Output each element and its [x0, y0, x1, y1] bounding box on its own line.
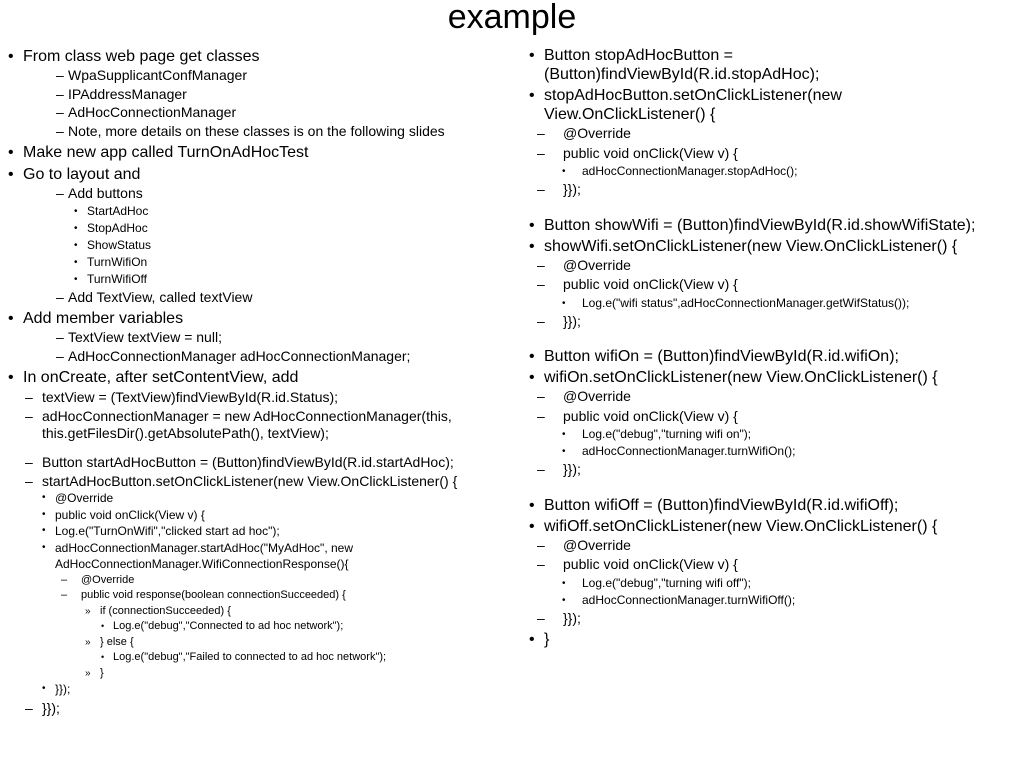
- bullet-line: [8, 66, 508, 85]
- bullet-marker: –: [537, 609, 545, 626]
- bullet-text: @Override: [81, 573, 135, 586]
- bullet-line: [8, 309, 508, 328]
- bullet-marker: •: [42, 683, 46, 694]
- bullet-line: [8, 700, 508, 717]
- bullet-marker: •: [529, 517, 535, 535]
- bullet-line: [529, 387, 1021, 407]
- bullet-line: [529, 163, 1021, 180]
- bullet-marker: –: [56, 288, 64, 305]
- bullet-text: TurnWifiOn: [87, 254, 148, 269]
- bullet-line: [8, 288, 508, 307]
- bullet-line: [529, 609, 1021, 629]
- bullet-text: Log.e("TurnOnWifi","clicked start ad hoc");: [55, 524, 280, 538]
- bullet-line: [8, 122, 508, 141]
- bullet-text: stopAdHocButton.setOnClickListener(new: [544, 87, 842, 104]
- bullet-line: [8, 425, 508, 442]
- bullet-marker: –: [25, 699, 33, 716]
- bullet-text: Button stopAdHocButton =: [544, 47, 734, 64]
- bullet-marker: •: [562, 166, 566, 177]
- bullet-line: [529, 237, 1021, 256]
- bullet-marker: –: [537, 388, 545, 404]
- bullet-text: Add TextView, called textView: [68, 288, 253, 305]
- bullet-text: ShowStatus: [87, 237, 152, 252]
- bullet-line: [8, 47, 508, 66]
- bullet-marker: •: [562, 429, 566, 440]
- bullet-marker: •: [529, 631, 535, 648]
- bullet-marker: –: [56, 347, 64, 364]
- bullet-marker: –: [56, 122, 64, 139]
- bullet-line: [529, 312, 1021, 332]
- bullet-marker: –: [61, 589, 68, 601]
- spacer: [529, 480, 1021, 494]
- bullet-line: [8, 85, 508, 104]
- bullet-text: }});: [55, 682, 71, 696]
- bullet-line: [529, 295, 1021, 312]
- bullet-text: public void onClick(View v) {: [55, 507, 205, 522]
- bullet-text: WpaSupplicantConfManager: [68, 67, 247, 83]
- bullet-marker: •: [74, 239, 78, 251]
- bullet-line: [529, 256, 1021, 276]
- bullet-text: Make new app called TurnOnAdHocTest: [23, 144, 309, 161]
- bullet-line: [8, 588, 508, 604]
- bullet-text: Add member variables: [23, 310, 184, 327]
- bullet-line: [529, 592, 1021, 609]
- bullet-text: Add buttons: [68, 185, 143, 201]
- bullet-marker: •: [42, 508, 46, 520]
- bullet-line: [8, 220, 508, 237]
- bullet-text: StopAdHoc: [87, 220, 148, 235]
- bullet-line: [529, 575, 1021, 592]
- bullet-text: }: [100, 666, 104, 679]
- bullet-text: StartAdHoc: [87, 203, 149, 218]
- bullet-marker: –: [537, 536, 545, 553]
- bullet-line: [529, 65, 1021, 84]
- bullet-text: adHocConnectionManager.startAdHoc("MyAdHoc", new: [55, 540, 353, 555]
- bullet-marker: •: [562, 594, 566, 606]
- bullet-text: @Override: [55, 491, 114, 505]
- bullet-line: [8, 237, 508, 254]
- bullet-marker: •: [8, 369, 14, 386]
- bullet-line: [8, 540, 508, 557]
- bullet-marker: »: [85, 667, 91, 679]
- bullet-line: [529, 46, 1021, 65]
- bullet-line: [8, 473, 508, 490]
- bullet-marker: •: [8, 310, 14, 327]
- bullet-line: [8, 203, 508, 220]
- bullet-marker: –: [56, 329, 64, 345]
- bullet-text: In onCreate, after setContentView, add: [23, 369, 299, 386]
- bullet-line: [529, 630, 1021, 649]
- bullet-line: [8, 254, 508, 271]
- bullet-marker: –: [56, 185, 64, 201]
- bullet-line: [529, 407, 1021, 427]
- bullet-text: Log.e("debug","turning wifi off");: [582, 575, 751, 590]
- bullet-marker: •: [101, 621, 105, 631]
- bullet-text: AdHocConnectionManager: [68, 104, 237, 120]
- bullet-line: [529, 105, 1021, 124]
- bullet-text: @Override: [563, 125, 631, 141]
- bullet-marker: »: [85, 605, 91, 617]
- bullet-text: (Button)findViewById(R.id.stopAdHoc);: [544, 66, 820, 83]
- bullet-line: [8, 389, 508, 406]
- bullet-marker: •: [74, 222, 78, 234]
- bullet-text: View.OnClickListener() {: [544, 106, 716, 123]
- bullet-marker: •: [529, 47, 535, 64]
- bullet-text: TurnWifiOff: [87, 271, 148, 286]
- bullet-text: Note, more details on these classes is on the following slides: [68, 122, 445, 139]
- bullet-line: [8, 619, 508, 635]
- bullet-text: startAdHocButton.setOnClickListener(new View.OnClickListener() {: [42, 473, 458, 489]
- bullet-marker: –: [537, 144, 545, 161]
- bullet-marker: •: [42, 492, 46, 503]
- bullet-line: [529, 368, 1021, 387]
- bullet-text: wifiOn.setOnClickListener(new View.OnClickListener() {: [544, 369, 938, 386]
- bullet-text: adHocConnectionManager.stopAdHoc();: [582, 164, 798, 178]
- bullet-line: [8, 328, 508, 347]
- bullet-line: [529, 426, 1021, 443]
- bullet-line: [529, 460, 1021, 480]
- bullet-marker: –: [537, 461, 545, 477]
- left-column: [8, 44, 508, 717]
- bullet-text: wifiOff.setOnClickListener(new View.OnClickListener() {: [544, 517, 938, 535]
- bullet-marker: •: [529, 237, 535, 255]
- bullet-line: [8, 165, 508, 184]
- bullet-line: [8, 573, 508, 589]
- bullet-text: }});: [563, 181, 581, 197]
- bullet-marker: –: [25, 389, 33, 405]
- bullet-marker: –: [537, 556, 545, 572]
- bullet-marker: »: [85, 636, 91, 648]
- bullet-text: adHocConnectionManager.turnWifiOn();: [582, 444, 796, 458]
- bullet-marker: •: [562, 577, 566, 589]
- bullet-line: [8, 507, 508, 524]
- bullet-text: Button wifiOn = (Button)findViewById(R.id.wifiOn);: [544, 348, 899, 365]
- bullet-marker: –: [537, 181, 545, 197]
- bullet-text: }});: [563, 312, 581, 329]
- bullet-text: adHocConnectionManager.turnWifiOff();: [582, 592, 796, 607]
- bullet-marker: –: [56, 67, 64, 83]
- bullet-text: @Override: [563, 256, 631, 273]
- bullet-marker: –: [537, 312, 545, 329]
- bullet-text: adHocConnectionManager = new AdHocConnectionManager(this,: [42, 408, 452, 424]
- bullet-line: [8, 650, 508, 666]
- bullet-marker: •: [74, 205, 78, 217]
- bullet-marker: –: [537, 256, 545, 273]
- bullet-text: showWifi.setOnClickListener(new View.OnClickListener() {: [544, 237, 958, 255]
- bullet-text: Log.e("wifi status",adHocConnectionManager.getWifStatus());: [582, 295, 910, 310]
- bullet-line: [8, 556, 508, 573]
- bullet-line: [529, 347, 1021, 366]
- bullet-text: From class web page get classes: [23, 48, 260, 65]
- bullet-text: Log.e("debug","Connected to ad hoc network");: [113, 620, 344, 632]
- bullet-line: [8, 666, 508, 682]
- bullet-text: }});: [563, 461, 581, 477]
- bullet-marker: –: [537, 125, 545, 141]
- bullet-marker: •: [529, 369, 535, 386]
- bullet-line: [529, 144, 1021, 164]
- bullet-marker: –: [56, 104, 64, 120]
- bullet-text: Log.e("debug","turning wifi on");: [582, 427, 752, 441]
- bullet-line: [529, 443, 1021, 460]
- bullet-marker: –: [56, 85, 64, 102]
- bullet-line: [8, 368, 508, 387]
- bullet-marker: •: [529, 348, 535, 365]
- bullet-marker: •: [42, 525, 46, 536]
- bullet-line: [529, 496, 1021, 515]
- bullet-line: [8, 143, 508, 162]
- bullet-marker: –: [61, 573, 68, 586]
- bullet-line: [8, 184, 508, 203]
- bullet-marker: •: [8, 48, 14, 65]
- bullet-line: [8, 103, 508, 122]
- bullet-line: [529, 86, 1021, 105]
- bullet-text: AdHocConnectionManager.WifiConnectionResponse(){: [55, 557, 349, 571]
- bullet-line: [8, 523, 508, 540]
- bullet-line: [8, 347, 508, 366]
- bullet-line: [529, 124, 1021, 144]
- bullet-text: Button wifiOff = (Button)findViewById(R.id.wifiOff);: [544, 496, 899, 514]
- bullet-line: [8, 681, 508, 698]
- bullet-text: } else {: [100, 635, 134, 648]
- bullet-line: [529, 536, 1021, 556]
- bullet-marker: •: [74, 273, 78, 285]
- bullet-marker: •: [529, 496, 535, 514]
- bullet-line: [529, 180, 1021, 200]
- bullet-line: [529, 517, 1021, 536]
- bullet-line: [8, 454, 508, 471]
- bullet-text: if (connectionSucceeded) {: [100, 604, 231, 617]
- bullet-line: [8, 635, 508, 651]
- bullet-marker: •: [529, 216, 535, 234]
- bullet-line: [529, 555, 1021, 575]
- bullet-line: [8, 271, 508, 288]
- bullet-marker: –: [25, 473, 33, 489]
- bullet-text: }});: [563, 609, 581, 626]
- bullet-marker: •: [562, 446, 566, 457]
- bullet-marker: •: [529, 87, 535, 104]
- spacer: [529, 331, 1021, 345]
- bullet-text: public void response(boolean connectionSucceeded) {: [81, 589, 346, 601]
- bullet-marker: –: [25, 408, 33, 424]
- bullet-text: Button showWifi = (Button)findViewById(R.id.showWifiState);: [544, 216, 976, 234]
- bullet-marker: –: [537, 407, 545, 424]
- bullet-line: [8, 604, 508, 620]
- bullet-line: [8, 490, 508, 507]
- bullet-text: Go to layout and: [23, 166, 141, 183]
- bullet-text: textView = (TextView)findViewById(R.id.Status);: [42, 389, 339, 405]
- bullet-marker: •: [8, 166, 14, 183]
- right-column: [529, 44, 1021, 649]
- bullet-line: [529, 275, 1021, 295]
- bullet-marker: •: [42, 541, 46, 553]
- bullet-text: public void onClick(View v) {: [563, 144, 738, 161]
- bullet-marker: •: [101, 652, 105, 662]
- slide-title: example: [447, 0, 577, 36]
- bullet-text: public void onClick(View v) {: [563, 276, 738, 292]
- bullet-text: @Override: [563, 388, 631, 404]
- bullet-marker: •: [562, 297, 566, 309]
- bullet-text: }: [544, 631, 550, 648]
- bullet-text: IPAddressManager: [68, 85, 187, 102]
- spacer: [8, 442, 508, 452]
- bullet-text: @Override: [563, 536, 631, 553]
- bullet-line: [8, 408, 508, 425]
- bullet-text: }});: [42, 699, 60, 716]
- bullet-text: this.getFilesDir().getAbsolutePath(), textView);: [42, 425, 329, 441]
- spacer: [529, 200, 1021, 214]
- bullet-marker: –: [537, 276, 545, 292]
- bullet-text: AdHocConnectionManager adHocConnectionManager;: [68, 347, 411, 364]
- bullet-line: [529, 216, 1021, 235]
- bullet-text: TextView textView = null;: [68, 329, 222, 345]
- bullet-text: Log.e("debug","Failed to connected to ad hoc network");: [113, 651, 387, 663]
- bullet-marker: –: [25, 454, 33, 470]
- bullet-marker: •: [74, 256, 78, 268]
- bullet-text: Button startAdHocButton = (Button)findViewById(R.id.startAdHoc);: [42, 454, 454, 470]
- bullet-text: public void onClick(View v) {: [563, 407, 738, 424]
- bullet-marker: •: [8, 144, 14, 161]
- bullet-text: public void onClick(View v) {: [563, 556, 738, 572]
